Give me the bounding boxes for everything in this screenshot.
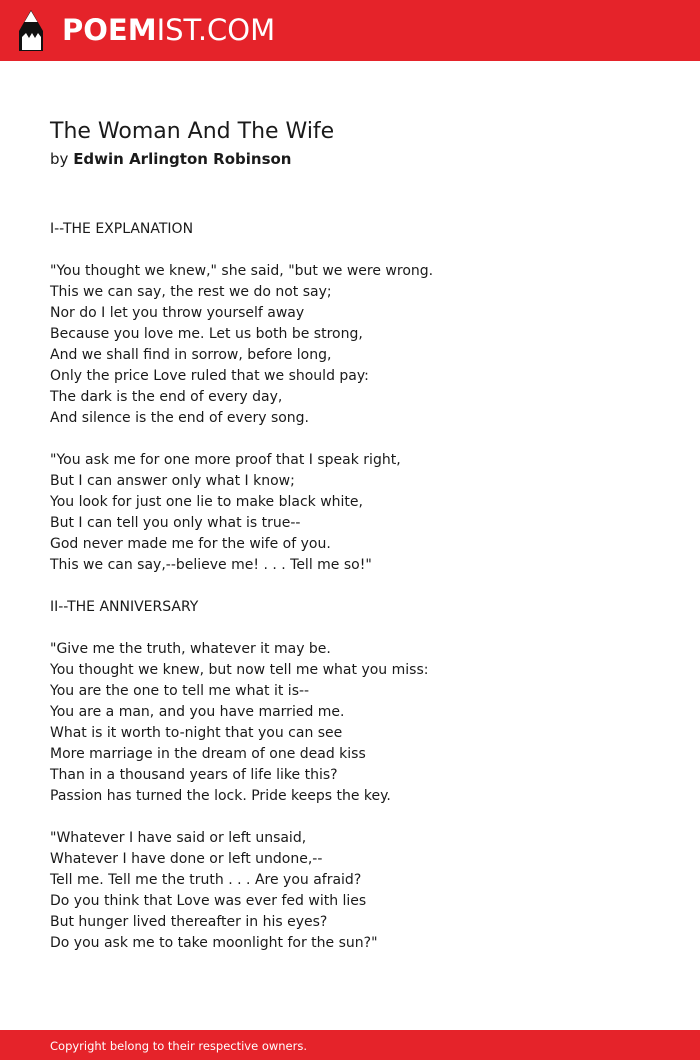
poem-line: Do you think that Love was ever fed with lies (50, 893, 367, 909)
poem-line: "Whatever I have said or left unsaid, (50, 830, 307, 846)
poem-line: "Give me the truth, whatever it may be. (50, 641, 331, 657)
poem-line: "You thought we knew," she said, "but we were wrong. (50, 263, 434, 279)
poem-line: But I can tell you only what is true-- (50, 515, 301, 531)
pencil-tip-icon[interactable] (17, 9, 45, 52)
poem-line: What is it worth to-night that you can see (50, 725, 343, 741)
by-label: by (50, 150, 69, 168)
poem-line: You thought we knew, but now tell me what you miss: (50, 662, 429, 678)
stanza-break (50, 576, 670, 597)
copyright-text: Copyright belong to their respective owners. (50, 1039, 308, 1053)
site-footer (0, 1030, 700, 1060)
poem-line: Nor do I let you throw yourself away (50, 305, 305, 321)
poem-line: But I can answer only what I know; (50, 473, 295, 489)
poem-line: You are the one to tell me what it is-- (50, 683, 310, 699)
poem-line: Than in a thousand years of life like this? (50, 767, 338, 783)
poem-line: "You ask me for one more proof that I speak right, (50, 452, 401, 468)
poem-line: You look for just one lie to make black white, (50, 494, 363, 510)
poem-line: Only the price Love ruled that we should pay: (50, 368, 369, 384)
poem-title: The Woman And The Wife (50, 119, 335, 144)
poem-line: I--THE EXPLANATION (50, 221, 194, 237)
author-name: Edwin Arlington Robinson (73, 150, 292, 168)
site-header (0, 0, 700, 61)
poem-line: Tell me. Tell me the truth . . . Are you afraid? (50, 872, 362, 888)
poem-line: You are a man, and you have married me. (50, 704, 345, 720)
poem-line: Because you love me. Let us both be strong, (50, 326, 363, 342)
logo-bold-text: POEM (62, 13, 157, 47)
poem-line: Whatever I have done or left undone,-- (50, 851, 323, 867)
poem-line: This we can say,--believe me! . . . Tell me so!" (50, 557, 372, 573)
poem-line: Passion has turned the lock. Pride keeps the key. (50, 788, 391, 804)
poem-line: This we can say, the rest we do not say; (50, 284, 332, 300)
stanza-break (50, 240, 670, 261)
poem-line: And silence is the end of every song. (50, 410, 310, 426)
stanza-break (50, 429, 670, 450)
stanza-break (50, 807, 670, 828)
site-logo[interactable] (62, 12, 275, 48)
byline (50, 148, 291, 170)
poem-line: Do you ask me to take moonlight for the sun?" (50, 935, 378, 951)
poem-line: But hunger lived thereafter in his eyes? (50, 914, 328, 930)
stanza-break (50, 618, 670, 639)
logo-light-text: IST.COM (156, 13, 276, 47)
poem-line: II--THE ANNIVERSARY (50, 599, 199, 615)
poem-line: The dark is the end of every day, (50, 389, 283, 405)
poem-line: More marriage in the dream of one dead kiss (50, 746, 366, 762)
poem-line: God never made me for the wife of you. (50, 536, 331, 552)
poem-body (50, 219, 670, 954)
poem-line: And we shall find in sorrow, before long, (50, 347, 332, 363)
